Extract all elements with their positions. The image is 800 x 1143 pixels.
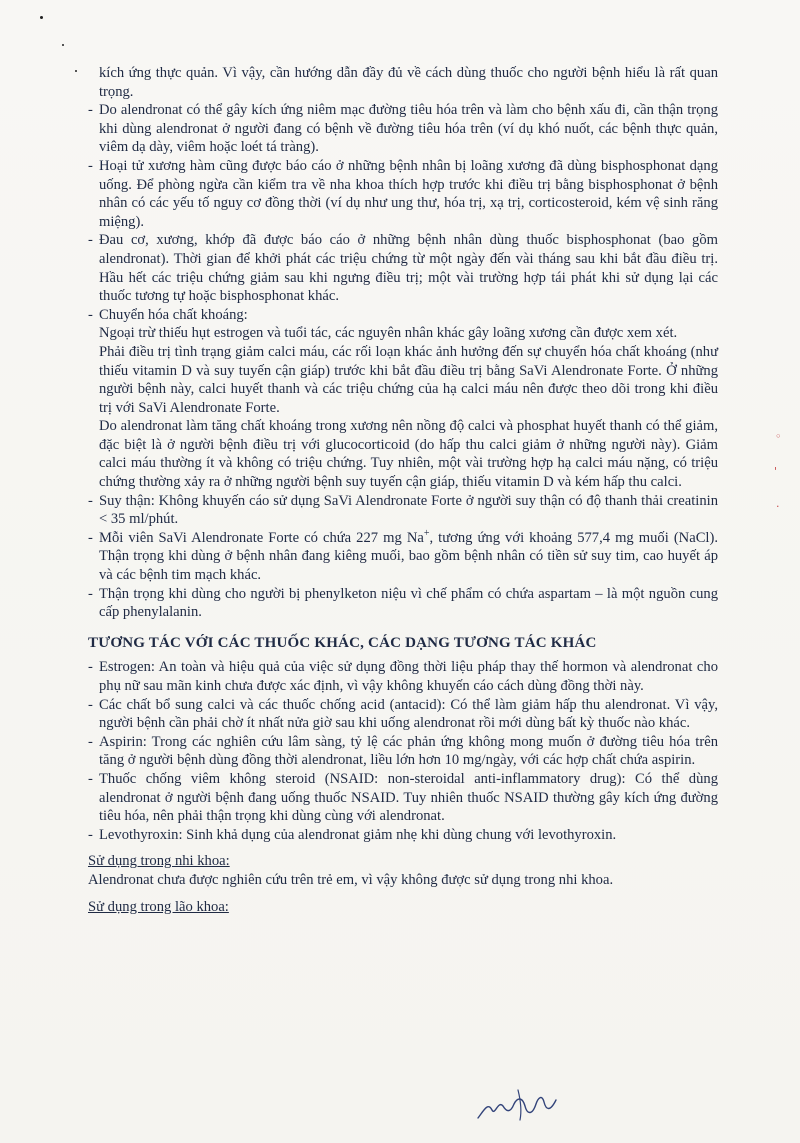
interaction-item: - Levothyroxin: Sinh khả dụng của alendronat giảm nhẹ khi dùng chung với levothyroxin. [88,826,718,845]
precaution-item: - Do alendronat có thể gây kích ứng niêm mạc đường tiêu hóa trên và làm cho bệnh xấu đi, cần thận trọng khi dùng alendronat ở người đang có bệnh về đường tiêu hóa trên (ví dụ khó nuốt, các bệnh thực quản, viêm dạ dày, viêm hoặc loét tá tràng). [88,101,718,157]
intro-paragraph: kích ứng thực quản. Vì vậy, cần hướng dẫn đầy đủ về cách dùng thuốc cho người bệnh hiểu là rất quan trọng. [99,65,718,100]
margin-mark: ' [774,465,778,478]
sodium-item [88,529,718,585]
scan-speck [75,70,77,72]
margin-mark: ◦ [775,430,782,443]
interaction-item: - Các chất bổ sung calci và các thuốc chống acid (antacid): Có thể làm giảm hấp thu alendronat. Vì vậy, người bệnh cần phải chờ ít nhất nửa giờ sau khi uống alendronat rồi mới dùng bất kỳ thuốc nào khác. [88,696,718,733]
document-body [88,64,718,916]
interaction-item: - Estrogen: An toàn và hiệu quả của việc sử dụng đồng thời liệu pháp thay thế hormon và alendronat cho phụ nữ sau mãn kinh chưa được xác định, vì vậy không khuyến cáo cách dùng đồng thời này. [88,658,718,695]
scan-speck [62,44,64,46]
sodium-text-start: Mỗi viên SaVi Alendronate Forte có chứa 227 mg Na [99,529,424,546]
mineral-paragraph: Do alendronat làm tăng chất khoáng trong xương nên nồng độ calci và phosphat huyết thanh có thể giảm, đặc biệt là ở người bệnh điều trị với glucocorticoid (do hấp thu calci giảm ở những người này). Giảm calci máu thường ít và không có triệu chứng. Tuy nhiên, một vài trường hợp hạ calci máu nặng, có triệu chứng thường xảy ra ở những người bệnh suy tuyến cận giáp, thiếu vitamin D và kém hấp thu calci. [99,418,718,491]
interactions-heading: TƯƠNG TÁC VỚI CÁC THUỐC KHÁC, CÁC DẠNG TƯƠNG TÁC KHÁC [88,634,597,651]
interaction-item: - Thuốc chống viêm không steroid (NSAID: non-steroidal anti-inflammatory drug): Có thể dùng alendronat ở người bệnh đang uống thuốc NSAID. Tuy nhiên thuốc NSAID thường gây kích ứng đường tiêu hóa, nên phải thận trọng khi dùng cùng với alendronat. [88,770,718,826]
handwritten-signature [470,1080,570,1130]
mineral-paragraph: Phải điều trị tình trạng giảm calci máu, các rối loạn khác ảnh hưởng đến sự chuyển hóa chất khoáng (như thiếu vitamin D và suy tuyến cận giáp) trước khi bắt đầu điều trị bằng SaVi Alendronate Forte. Ở những người bệnh này, calci huyết thanh và các triệu chứng của hạ calci máu nên được theo dõi trong khi điều trị với SaVi Alendronate Forte. [99,343,718,416]
pediatric-text: Alendronat chưa được nghiên cứu trên trẻ em, vì vậy không được sử dụng trong nhi khoa. [88,871,614,888]
precaution-item: - Hoại tử xương hàm cũng được báo cáo ở những bệnh nhân bị loãng xương đã dùng bisphosphonat dạng uống. Để phòng ngừa cần kiểm tra về nha khoa thích hợp trước khi điều trị bằng bisphosphonat ở bệnh nhân có các yếu tố nguy cơ đồng thời (ví dụ như ung thư, hóa trị, xạ trị, corticosteroid, kém vệ sinh răng miệng). [88,157,718,231]
precaution-item: - Đau cơ, xương, khớp đã được báo cáo ở những bệnh nhân dùng thuốc bisphosphonat (bao gồm alendronat). Thời gian để khởi phát các triệu chứng từ một ngày đến vài tháng sau khi bắt đầu điều trị. Hầu hết các triệu chứng giảm sau khi ngưng điều trị; một vài trường hợp tái phát khi sử dụng lại các thuốc tương tự hoặc bisphosphonat khác. [88,231,718,305]
sodium-text-end: , tương ứng với khoảng 577,4 mg muối (NaCl). Thận trọng khi dùng ở bệnh nhân đang kiêng muối, bao gồm bệnh nhân có tiền sử suy tim, cao huyết áp và các bệnh tim mạch khác. [99,529,719,584]
pediatric-heading: Sử dụng trong nhi khoa: [88,853,230,870]
interaction-item: - Aspirin: Trong các nghiên cứu lâm sàng, tỷ lệ các phản ứng không mong muốn ở đường tiêu hóa trên tăng ở người bệnh dùng đồng thời alendronat, liều lớn hơn 10 mg/ngày, với các hợp chất chứa aspirin. [88,733,718,770]
mineral-paragraph: Ngoại trừ thiếu hụt estrogen và tuổi tác, các nguyên nhân khác gây loãng xương cần được xem xét. [99,325,678,342]
mineral-heading: - Chuyển hóa chất khoáng: [88,306,718,325]
kidney-item: - Suy thận: Không khuyến cáo sử dụng SaVi Alendronate Forte ở người suy thận có độ thanh thải creatinin < 35 ml/phút. [88,492,718,529]
scan-speck [40,16,43,19]
sodium-superscript: + [423,527,430,539]
geriatric-heading: Sử dụng trong lão khoa: [88,898,229,915]
pku-item: - Thận trọng khi dùng cho người bị phenylketon niệu vì chế phẩm có chứa aspartam – là một nguồn cung cấp phenylalanin. [88,585,718,622]
margin-mark: · [776,500,780,513]
